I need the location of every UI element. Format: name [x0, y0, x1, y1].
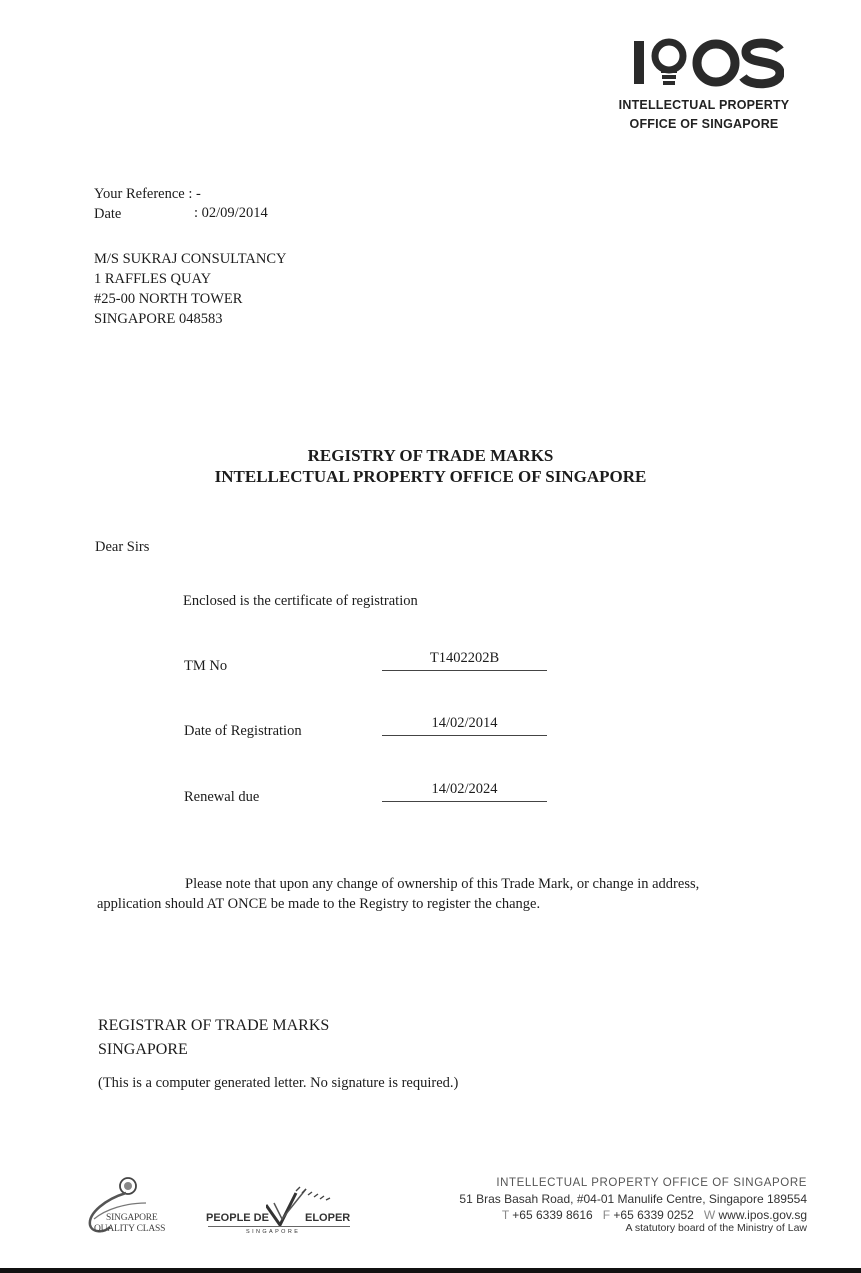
renewal-due-label: Renewal due [184, 789, 260, 805]
footer-address: 51 Bras Basah Road, #04-01 Manulife Centre, Singapore 189554 [459, 1192, 807, 1206]
people-developer-text-right: ELOPER [305, 1212, 351, 1224]
ipos-wordmark-logo [634, 38, 784, 94]
people-developer-sub: SINGAPORE [246, 1229, 301, 1235]
address-line-3: #25-00 NORTH TOWER [94, 291, 243, 307]
web-address: www.ipos.gov.sg [718, 1208, 807, 1222]
heading-line-2: INTELLECTUAL PROPERTY OFFICE OF SINGAPORE [214, 467, 647, 486]
quality-class-line1: SINGAPORE [106, 1213, 158, 1223]
registrar-country: SINGAPORE [98, 1041, 188, 1058]
logo-text-line1: INTELLECTUAL PROPERTY [618, 98, 790, 112]
your-reference: Your Reference : - [94, 186, 201, 202]
salutation: Dear Sirs [95, 539, 150, 555]
renewal-due-value: 14/02/2024 [382, 781, 547, 802]
heading-line-1: REGISTRY OF TRADE MARKS [307, 446, 554, 465]
address-line-2: 1 RAFFLES QUAY [94, 271, 212, 287]
tm-no-label: TM No [184, 658, 228, 674]
computer-generated-note: (This is a computer generated letter. No signature is required.) [98, 1075, 459, 1091]
footer-contact [502, 1208, 807, 1222]
fax-label: F [602, 1208, 611, 1222]
date-label: Date [94, 206, 122, 222]
people-developer-logo [206, 1183, 356, 1238]
bottom-edge-rule [0, 1268, 861, 1273]
footer-organisation: INTELLECTUAL PROPERTY OFFICE OF SINGAPORE [496, 1177, 807, 1189]
phone-label: T [501, 1208, 509, 1222]
fax-number: +65 6339 0252 [613, 1208, 694, 1222]
registration-date-label: Date of Registration [184, 723, 302, 739]
web-label: W [703, 1208, 716, 1222]
people-developer-rule [208, 1226, 350, 1227]
notice-line-1: Please note that upon any change of ownership of this Trade Mark, or change in address, [185, 876, 700, 892]
tm-no-value: T1402202B [382, 650, 547, 671]
registration-date-value: 14/02/2014 [382, 715, 547, 736]
enclosed-statement: Enclosed is the certificate of registration [183, 593, 418, 609]
date-value: : 02/09/2014 [194, 205, 268, 221]
address-line-4: SINGAPORE 048583 [94, 311, 223, 327]
registrar-title: REGISTRAR OF TRADE MARKS [98, 1017, 330, 1034]
footer-statutory: A statutory board of the Ministry of Law [625, 1222, 807, 1234]
singapore-quality-class-logo [86, 1173, 186, 1243]
logo-text-line2: OFFICE OF SINGAPORE [629, 117, 779, 131]
quality-class-line2: QUALITY CLASS [94, 1224, 166, 1234]
phone-number: +65 6339 8616 [512, 1208, 593, 1222]
people-developer-text-left: PEOPLE DE [206, 1212, 269, 1224]
notice-line-2: application should AT ONCE be made to the Registry to register the change. [97, 896, 541, 912]
address-line-1: M/S SUKRAJ CONSULTANCY [94, 251, 287, 267]
